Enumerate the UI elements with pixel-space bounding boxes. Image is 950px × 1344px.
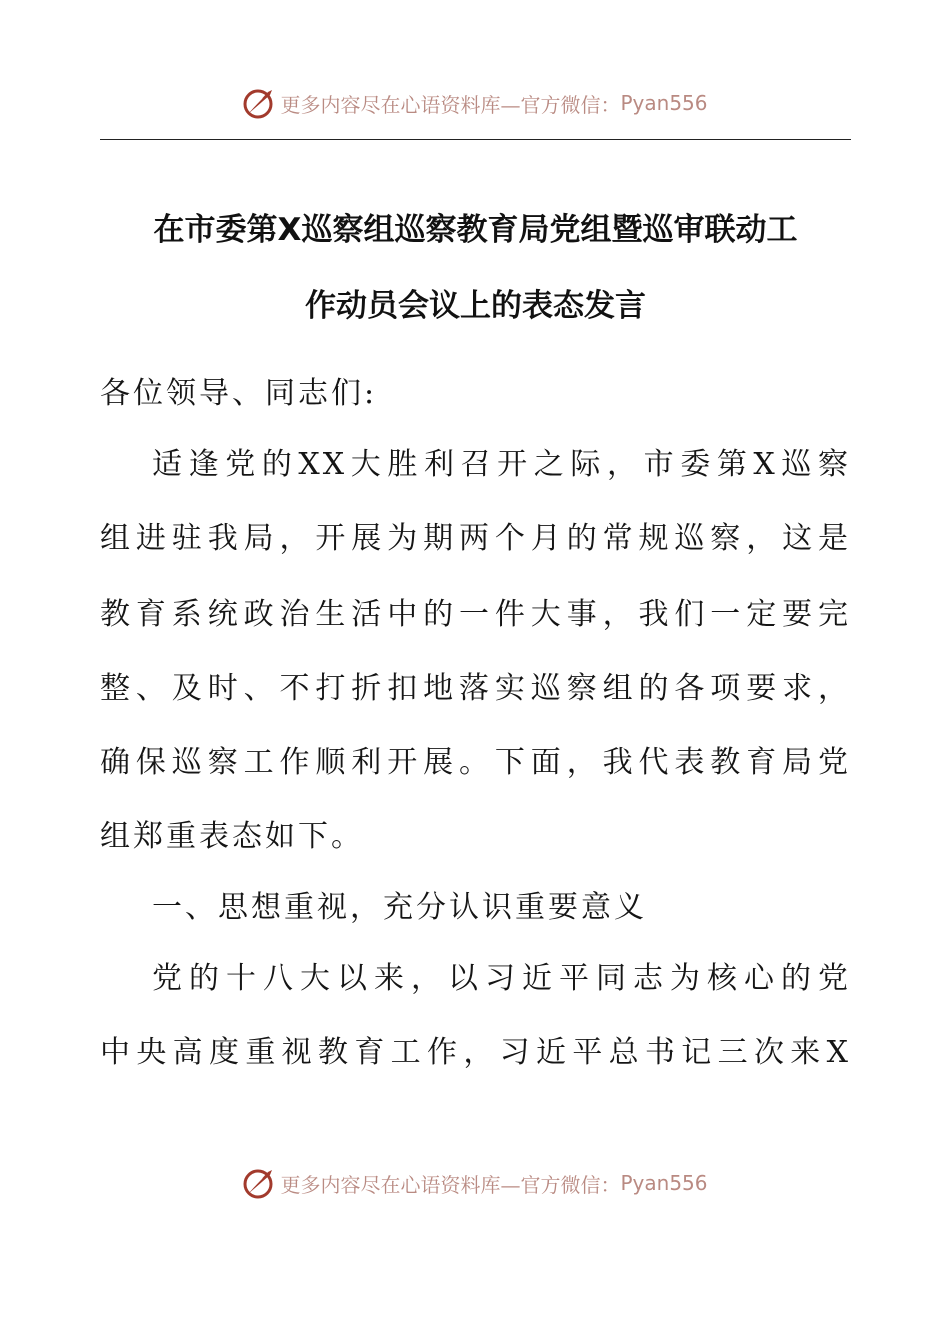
paragraph-1-line-5: 确保巡察工作顺利开展。下面，我代表教育局党 bbox=[100, 745, 851, 780]
quill-logo-icon bbox=[242, 86, 276, 120]
section-heading-1: 一、思想重视，充分认识重要意义 bbox=[152, 890, 647, 925]
paragraph-2-line-2: 中央高度重视教育工作，习近平总书记三次来X bbox=[100, 1035, 851, 1070]
paragraph-1-line-1: 适逢党的XX大胜利召开之际，市委第X巡察 bbox=[152, 447, 851, 482]
quill-logo-icon bbox=[242, 1166, 276, 1200]
banner-text: 更多内容尽在心语资料库—官方微信： bbox=[280, 92, 621, 117]
banner-wechat-id: Pyan556 bbox=[620, 91, 708, 115]
footer-banner-text: 更多内容尽在心语资料库—官方微信： bbox=[280, 1172, 621, 1197]
title-line-1: 在市委第X巡察组巡察教育局党组暨巡审联动工 bbox=[153, 212, 798, 248]
paragraph-1-line-4: 整、及时、不打折扣地落实巡察组的各项要求， bbox=[100, 671, 851, 706]
header-divider bbox=[100, 139, 851, 140]
footer-banner-wechat-id: Pyan556 bbox=[620, 1171, 708, 1195]
paragraph-1-line-2: 组进驻我局，开展为期两个月的常规巡察，这是 bbox=[100, 521, 851, 556]
title-line-2: 作动员会议上的表态发言 bbox=[305, 288, 646, 324]
paragraph-2-line-1: 党的十八大以来，以习近平同志为核心的党 bbox=[152, 961, 851, 996]
header-banner bbox=[0, 83, 950, 123]
salutation: 各位领导、同志们: bbox=[100, 376, 378, 411]
paragraph-1-line-6: 组郑重表态如下。 bbox=[100, 819, 364, 854]
paragraph-1-line-3: 教育系统政治生活中的一件大事，我们一定要完 bbox=[100, 597, 851, 632]
footer-banner bbox=[0, 1163, 950, 1203]
document-title bbox=[100, 192, 851, 344]
